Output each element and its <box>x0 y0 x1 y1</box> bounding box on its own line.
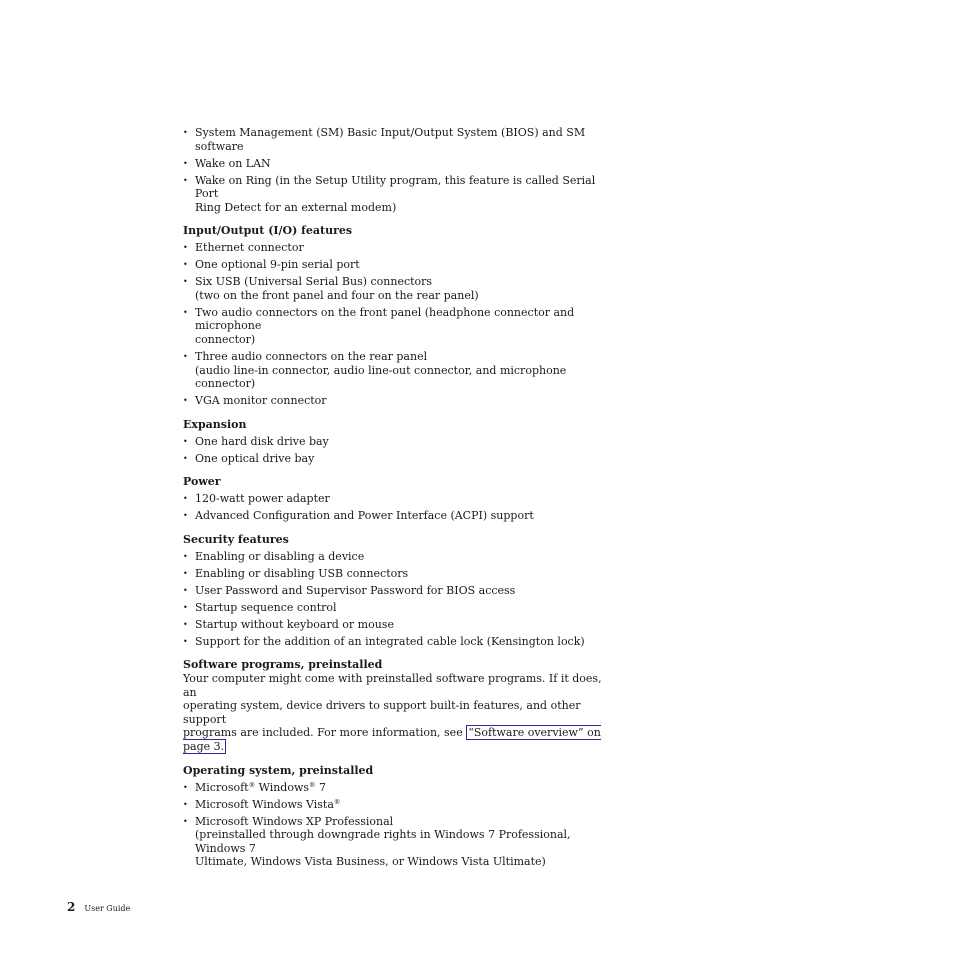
list-item <box>183 798 613 812</box>
list-item-text: • Wake on LAN <box>195 156 271 170</box>
expansion-list <box>183 435 613 466</box>
list-item-text: • Six USB (Universal Serial Bus) connectors <box>195 275 433 289</box>
list-item <box>183 275 613 302</box>
list-item <box>183 241 613 255</box>
features-list <box>183 126 613 214</box>
list-item <box>183 435 613 449</box>
expansion-heading: Expansion <box>183 417 247 431</box>
list-item-text: • Wake on Ring (in the Setup Utility program, this feature is called Serial Port <box>195 173 596 201</box>
io-list <box>183 241 613 407</box>
list-item <box>183 584 613 598</box>
os-item-text: (preinstalled through downgrade rights in Windows 7 Professional, Windows 7 <box>195 828 571 855</box>
os-item-text: Ultimate, Windows Vista Business, or Windows Vista Ultimate) <box>195 855 546 869</box>
power-heading: Power <box>183 475 221 489</box>
list-item <box>183 492 613 506</box>
registered-mark: ® <box>248 780 256 789</box>
list-item-text: • Three audio connectors on the rear panel <box>195 350 428 364</box>
list-item-text: • Ethernet connector <box>195 241 304 255</box>
list-item <box>183 567 613 581</box>
document-title: User Guide <box>84 904 131 913</box>
security-list <box>183 550 613 649</box>
software-overview-link[interactable]: “Software overview” on page 3. <box>183 726 601 753</box>
list-item <box>183 815 613 869</box>
list-item-text: • System Management (SM) Basic Input/Output System (BIOS) and SM software <box>195 126 586 153</box>
list-item-text: • Advanced Configuration and Power Interface (ACPI) support <box>195 509 534 523</box>
list-item-text: • User Password and Supervisor Password for BIOS access <box>195 583 516 597</box>
list-item <box>183 452 613 466</box>
os-heading: Operating system, preinstalled <box>183 763 374 777</box>
power-list <box>183 492 613 523</box>
registered-mark: ® <box>333 797 341 806</box>
security-section <box>183 533 613 649</box>
list-item <box>183 550 613 564</box>
io-heading: Input/Output (I/O) features <box>183 224 353 238</box>
software-section <box>183 658 613 753</box>
os-section <box>183 764 613 869</box>
list-item <box>183 306 613 347</box>
os-item-text: 7 <box>315 780 327 794</box>
list-item <box>183 258 613 272</box>
list-item <box>183 781 613 795</box>
io-section <box>183 224 613 407</box>
power-section <box>183 475 613 523</box>
list-item-text: • Startup sequence control <box>195 600 337 614</box>
list-item <box>183 157 613 171</box>
software-paragraph <box>183 672 613 754</box>
list-item-text: • 120-watt power adapter <box>195 492 330 506</box>
os-item-text: Windows <box>255 780 310 794</box>
list-item-text: connector) <box>195 333 256 347</box>
list-item-text: (audio line-in connector, audio line-out connector, and microphone connector) <box>195 363 567 391</box>
software-heading: Software programs, preinstalled <box>183 658 383 672</box>
security-heading: Security features <box>183 532 289 546</box>
list-item <box>183 394 613 408</box>
software-line-text: programs are included. For more information, see <box>183 726 467 740</box>
list-item-text: • Enabling or disabling a device <box>195 549 365 563</box>
os-item-text: • Microsoft Windows XP Professional <box>195 814 394 828</box>
software-line: Your computer might come with preinstalled software programs. If it does, an <box>183 672 602 699</box>
software-line: operating system, device drivers to support built-in features, and other support <box>183 699 581 726</box>
list-item <box>183 618 613 632</box>
software-line <box>183 726 613 753</box>
list-item <box>183 174 613 215</box>
os-list <box>183 781 613 869</box>
registered-mark: ® <box>309 780 316 789</box>
page-number: 2 <box>67 900 76 914</box>
list-item-text: • Two audio connectors on the front panel (headphone connector and microphone <box>195 305 575 333</box>
list-item <box>183 509 613 523</box>
list-item-text: (two on the front panel and four on the rear panel) <box>195 288 479 302</box>
page-body <box>183 126 613 872</box>
list-item <box>183 635 613 649</box>
list-item <box>183 126 613 153</box>
list-item-text: • Enabling or disabling USB connectors <box>195 566 409 580</box>
list-item-text: • One hard disk drive bay <box>195 434 329 448</box>
list-item <box>183 601 613 615</box>
list-item-text: • One optical drive bay <box>195 451 315 465</box>
list-item-text: • VGA monitor connector <box>195 394 327 408</box>
os-item-text: Microsoft <box>195 780 249 794</box>
list-item-text: • Startup without keyboard or mouse <box>195 617 394 631</box>
page-footer <box>67 900 130 916</box>
expansion-section <box>183 418 613 466</box>
list-item-text: • One optional 9-pin serial port <box>195 258 360 272</box>
list-item <box>183 350 613 391</box>
list-item-text: Ring Detect for an external modem) <box>195 200 397 214</box>
os-item-text: Microsoft Windows Vista <box>195 797 334 811</box>
list-item-text: • Support for the addition of an integrated cable lock (Kensington lock) <box>195 634 585 648</box>
